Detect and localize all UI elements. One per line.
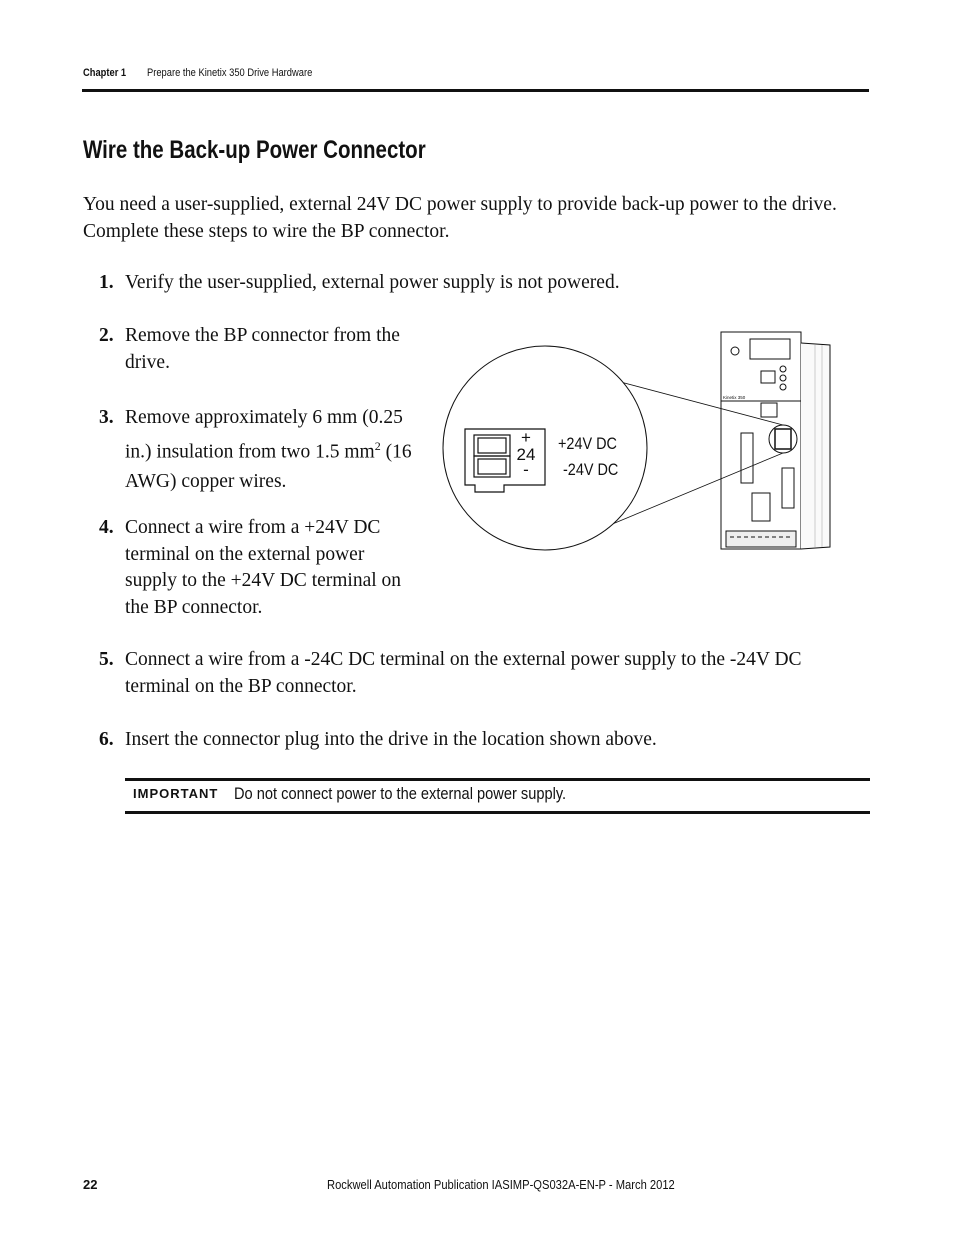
label-positive: +24V DC — [558, 434, 618, 454]
step-text: Verify the user-supplied, external power supply is not powered. — [125, 272, 620, 293]
page-number: 22 — [83, 1177, 98, 1192]
header-chapter: Chapter 1 — [83, 67, 127, 79]
header-title: Prepare the Kinetix 350 Drive Hardware — [147, 67, 313, 79]
step-6 — [99, 727, 865, 754]
important-label: IMPORTANT — [133, 786, 219, 801]
step-number: 1. — [99, 272, 114, 293]
drive-illustration — [721, 332, 830, 549]
step-number: 2. — [99, 325, 114, 346]
step-1 — [99, 270, 865, 297]
step-text: Connect a wire from a -24C DC terminal on the external power supply to the -24V DC terminal on the BP connector. — [125, 649, 802, 697]
step-text-b: (16 AWG) copper wires. — [125, 441, 412, 492]
step-text: Remove the BP connector from the drive. — [125, 325, 400, 373]
step-number: 3. — [99, 407, 114, 428]
section-title: Wire the Back-up Power Connector — [83, 136, 426, 164]
label-negative: -24V DC — [563, 460, 619, 480]
step-number: 5. — [99, 649, 114, 670]
step-number: 4. — [99, 517, 114, 538]
pin-label: 24 — [516, 445, 536, 464]
header-rule — [82, 89, 869, 92]
step-superscript: 2 — [374, 439, 381, 453]
step-4 — [99, 515, 410, 621]
step-text: Connect a wire from a +24V DC terminal on the external power supply to the +24V DC terminal on the BP connector. — [125, 517, 402, 618]
step-5 — [99, 647, 865, 700]
step-2 — [99, 323, 405, 376]
step-text-a: Remove approximately 6 mm (0.25 in.) insulation from two 1.5 mm — [125, 407, 403, 463]
important-bottom-rule — [125, 811, 870, 814]
drive-label: Kinetix 350 — [723, 395, 746, 400]
intro-paragraph: You need a user-supplied, external 24V DC power supply to provide back-up power to the drive. Complete these steps to wire the BP connector. — [83, 194, 837, 242]
step-number: 6. — [99, 729, 114, 750]
minus-sign: - — [523, 460, 529, 479]
footer-publication: Rockwell Automation Publication IASIMP-QS032A-EN-P - March 2012 — [327, 1177, 675, 1192]
plus-sign: + — [521, 428, 531, 447]
important-text: Do not connect power to the external power supply. — [234, 784, 567, 803]
important-top-rule — [125, 778, 870, 781]
step-text: Insert the connector plug into the drive in the location shown above. — [125, 729, 657, 750]
bp-connector-figure — [430, 325, 850, 565]
step-3 — [99, 403, 425, 496]
